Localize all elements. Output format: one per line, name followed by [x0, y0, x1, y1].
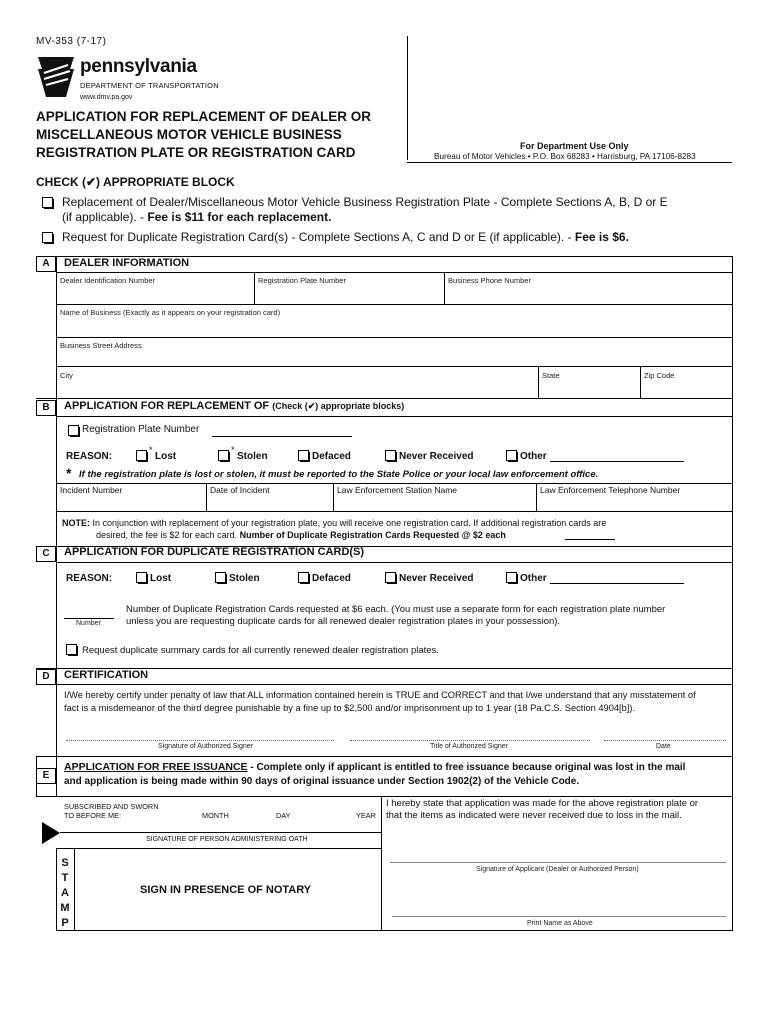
- lost-checkbox[interactable]: [136, 450, 147, 461]
- signature-line[interactable]: [66, 740, 334, 741]
- applicant-signature-line[interactable]: [390, 862, 726, 863]
- stolen-checkbox[interactable]: [218, 450, 229, 461]
- org-dept: DEPARTMENT OF TRANSPORTATION: [80, 81, 219, 90]
- police-note-asterisk: *: [66, 465, 72, 481]
- defaced-label: Defaced: [312, 451, 351, 462]
- other-input-line[interactable]: [550, 461, 684, 462]
- stolen-label: Stolen: [237, 451, 268, 462]
- signature-label: Signature of Authorized Signer: [158, 743, 253, 750]
- section-e-title: APPLICATION FOR FREE ISSUANCE - Complete only if applicant is entitled to free issuance because original was lost in the mail and application is being made within 90 days of original issuance under Section 1902(2) of the Vehicle Code.: [64, 761, 686, 787]
- replacement-plate-checkbox[interactable]: [42, 197, 53, 208]
- plate-number-input-line[interactable]: [212, 436, 352, 437]
- lost-label-c: Lost: [150, 573, 172, 584]
- section-d-title: CERTIFICATION: [64, 669, 149, 681]
- additional-cards-input-line[interactable]: [565, 539, 615, 540]
- stolen-label-c: Stolen: [229, 573, 260, 584]
- plate-note: NOTE: In conjunction with replacement of your registration plate, you will receive one registration card. If additional registration cards are desired, the fee is $2 for each card. Number of Duplicate Registration Cards Requested @ $2 each: [62, 518, 607, 540]
- date-line[interactable]: [604, 740, 726, 741]
- incident-number-field[interactable]: Incident Number: [60, 485, 123, 495]
- zip-field[interactable]: Zip Code: [644, 371, 675, 380]
- form-id: MV-353 (7-17): [36, 36, 107, 47]
- section-c-title: APPLICATION FOR DUPLICATE REGISTRATION CARD(S): [64, 546, 365, 558]
- lost-asterisk: *: [149, 445, 153, 455]
- dept-use-title: For Department Use Only: [520, 141, 629, 151]
- reason-label-c: REASON:: [66, 573, 113, 584]
- never-received-checkbox[interactable]: [385, 450, 396, 461]
- other-input-line-c[interactable]: [550, 583, 684, 584]
- section-d-letter: D: [36, 669, 56, 685]
- business-phone-field[interactable]: Business Phone Number: [448, 276, 531, 285]
- dup-count-input-line[interactable]: [64, 618, 114, 619]
- lost-label: Lost: [155, 451, 177, 462]
- title-label: Title of Authorized Signer: [430, 743, 508, 750]
- free-issuance-statement: I hereby state that application was made for the above registration plate or that the items as indicated were never received due to loss in the mail.: [386, 798, 699, 821]
- lost-checkbox-c[interactable]: [136, 572, 147, 583]
- state-field[interactable]: State: [542, 371, 560, 380]
- defaced-checkbox-c[interactable]: [298, 572, 309, 583]
- defaced-label-c: Defaced: [312, 573, 351, 584]
- title-line[interactable]: [350, 740, 590, 741]
- duplicate-card-checkbox[interactable]: [42, 232, 53, 243]
- summary-cards-label: Request duplicate summary cards for all currently renewed dealer registration plates.: [82, 645, 439, 656]
- print-name-label: Print Name as Above: [527, 920, 593, 927]
- sworn-label: SUBSCRIBED AND SWORN TO BEFORE ME:: [64, 802, 159, 820]
- plate-number-field[interactable]: Registration Plate Number: [258, 276, 346, 285]
- section-b-letter: B: [36, 400, 56, 416]
- police-note: If the registration plate is lost or stolen, it must be reported to the State Police or your local law enforcement office.: [79, 469, 599, 480]
- station-name-field[interactable]: Law Enforcement Station Name: [337, 485, 458, 495]
- month-label: MONTH: [202, 811, 229, 820]
- certification-text: I/We hereby certify under penalty of law that ALL information contained herein is TRUE and CORRECT and that I/we understand that any misstatement of fact is a misdemeanor of the third degree punishable by a fine up to $2,500 and/or imprisonment up to 1 year (18 Pa.C.S. Section 4904[b]).: [64, 690, 696, 713]
- org-name: pennsylvania: [80, 56, 197, 77]
- section-e-letter: E: [36, 768, 56, 784]
- number-label: Number: [76, 620, 101, 627]
- section-c-letter: C: [36, 546, 56, 562]
- date-of-incident-field[interactable]: Date of Incident: [210, 485, 270, 495]
- oath-signature-line[interactable]: [60, 832, 382, 833]
- section-b-title: APPLICATION FOR REPLACEMENT OF (Check (✔) appropriate blocks): [64, 400, 405, 412]
- never-received-label: Never Received: [399, 451, 474, 462]
- other-checkbox[interactable]: [506, 450, 517, 461]
- keystone-logo-icon: [36, 55, 76, 99]
- website: www.dmv.pa.gov: [80, 94, 133, 101]
- stolen-asterisk: *: [231, 445, 235, 455]
- stamp-label: S T A M P: [60, 857, 70, 929]
- year-label: YEAR: [356, 811, 376, 820]
- reason-label: REASON:: [66, 451, 113, 462]
- other-checkbox-c[interactable]: [506, 572, 517, 583]
- plate-number-label: Registration Plate Number: [82, 424, 200, 435]
- stolen-checkbox-c[interactable]: [215, 572, 226, 583]
- arrow-marker-icon: [42, 822, 60, 844]
- street-address-field[interactable]: Business Street Address: [60, 341, 142, 350]
- other-label: Other: [520, 451, 547, 462]
- never-received-checkbox-c[interactable]: [385, 572, 396, 583]
- date-label: Date: [656, 743, 671, 750]
- business-name-field[interactable]: Name of Business (Exactly as it appears on your registration card): [60, 308, 281, 317]
- section-a-letter: A: [36, 256, 56, 272]
- day-label: DAY: [276, 811, 291, 820]
- form-title: APPLICATION FOR REPLACEMENT OF DEALER OR MISCELLANEOUS MOTOR VEHICLE BUSINESS REGISTRATION PLATE OR REGISTRATION CARD: [36, 109, 372, 160]
- section-a-title: DEALER INFORMATION: [64, 257, 190, 269]
- dup-count-description: Number of Duplicate Registration Cards requested at $6 each. (You must use a separate form for each registration plate number unless you are requesting duplicate cards for all renewed dealer registration plates in your possession).: [126, 604, 666, 627]
- check-block-heading: CHECK (✔) APPROPRIATE BLOCK: [36, 175, 235, 189]
- replacement-plate-option: Replacement of Dealer/Miscellaneous Motor Vehicle Business Registration Plate - Complete Sections A, B, D or E (if applicable). - Fee is $11 for each replacement.: [62, 195, 668, 224]
- plate-number-checkbox[interactable]: [68, 425, 79, 436]
- notary-label: SIGN IN PRESENCE OF NOTARY: [140, 884, 312, 896]
- print-name-line[interactable]: [392, 916, 726, 917]
- station-phone-field[interactable]: Law Enforcement Telephone Number: [540, 485, 681, 495]
- dept-use-address: Bureau of Motor Vehicles • P.O. Box 68283 • Harrisburg, PA 17106-8283: [434, 152, 696, 161]
- duplicate-card-option: Request for Duplicate Registration Card(s) - Complete Sections A, C and D or E (if applicable). - Fee is $6.: [62, 230, 629, 244]
- defaced-checkbox[interactable]: [298, 450, 309, 461]
- dealer-id-field[interactable]: Dealer Identification Number: [60, 276, 156, 285]
- applicant-signature-label: Signature of Applicant (Dealer or Authorized Person): [476, 866, 639, 873]
- never-received-label-c: Never Received: [399, 573, 474, 584]
- city-field[interactable]: City: [60, 371, 73, 380]
- other-label-c: Other: [520, 573, 547, 584]
- oath-signature-label: SIGNATURE OF PERSON ADMINISTERING OATH: [146, 836, 308, 843]
- summary-cards-checkbox[interactable]: [66, 644, 77, 655]
